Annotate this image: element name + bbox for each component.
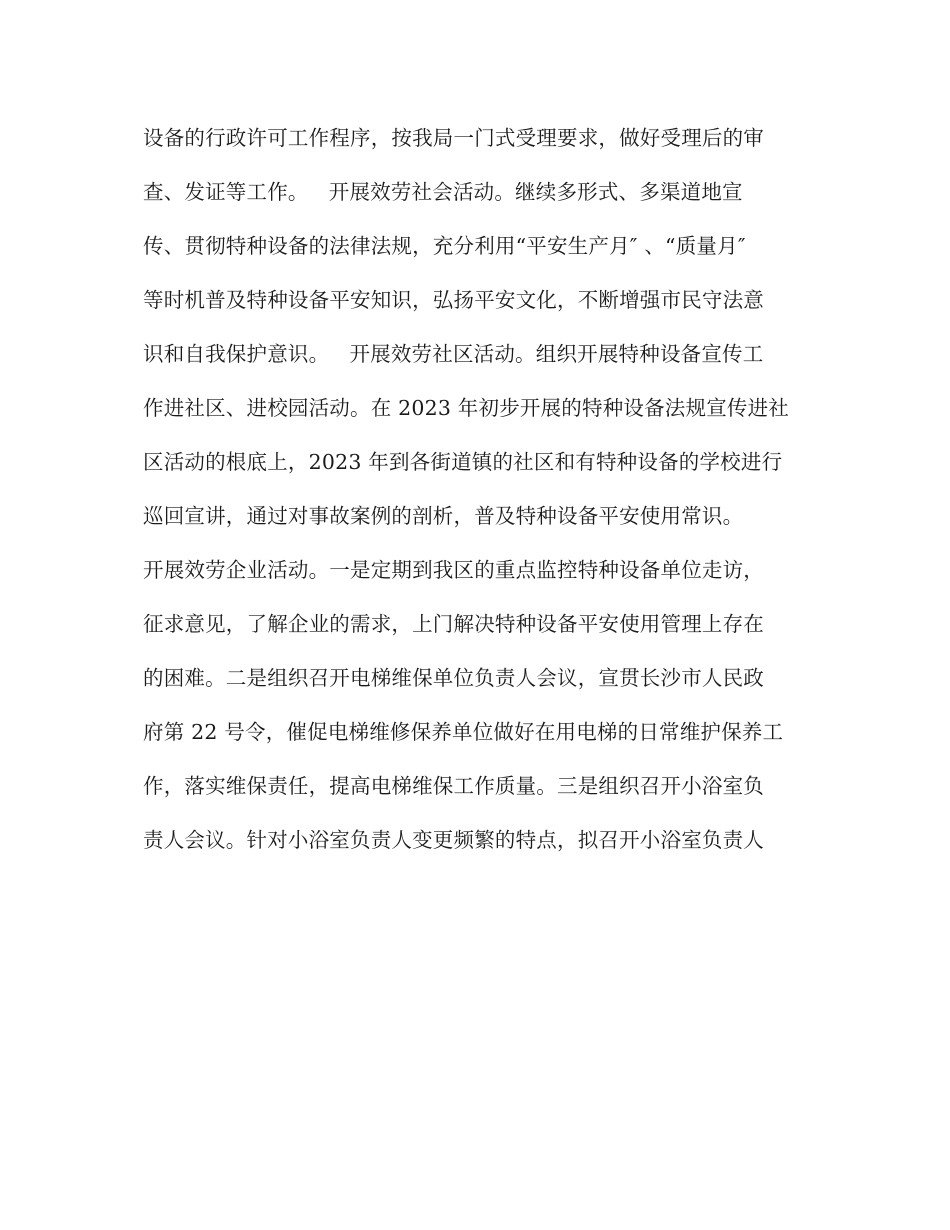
text-line: 作，落实维保责任，提高电梯维保工作质量。三是组织召开小浴室负 <box>143 774 764 798</box>
text-line: 开展效劳企业活动。一是定期到我区的重点监控特种设备单位走访， <box>143 558 764 582</box>
text-line: 征求意见，了解企业的需求，上门解决特种设备平安使用管理上存在 <box>143 612 764 636</box>
text-line: 区活动的根底上，2023 年到各街道镇的社区和有特种设备的学校进行 <box>143 450 783 474</box>
text-line: 府第 22 号令，催促电梯维修保养单位做好在用电梯的日常维护保养工 <box>143 720 784 744</box>
text-line: 的困难。二是组织召开电梯维保单位负责人会议，宣贯长沙市人民政 <box>143 666 764 690</box>
text-line: 查、发证等工作。 开展效劳社会活动。继续多形式、多渠道地宣 <box>143 180 743 204</box>
text-line: 识和自我保护意识。 开展效劳社区活动。组织开展特种设备宣传工 <box>143 342 764 366</box>
body-text <box>143 118 823 874</box>
text-line: 作进社区、进校园活动。在 2023 年初步开展的特种设备法规宣传进社 <box>143 396 790 420</box>
text-line: 巡回宣讲，通过对事故案例的剖析，普及特种设备平安使用常识。 <box>143 504 744 528</box>
text-line: 传、贯彻特种设备的法律法规，充分利用“平安生产月″ 、“质量月″ <box>143 234 746 258</box>
text-line: 等时机普及特种设备平安知识，弘扬平安文化，不断增强市民守法意 <box>143 288 764 312</box>
text-line: 责人会议。针对小浴室负责人变更频繁的特点，拟召开小浴室负责人 <box>143 828 764 852</box>
text-line: 设备的行政许可工作程序，按我局一门式受理要求，做好受理后的审 <box>143 126 764 150</box>
